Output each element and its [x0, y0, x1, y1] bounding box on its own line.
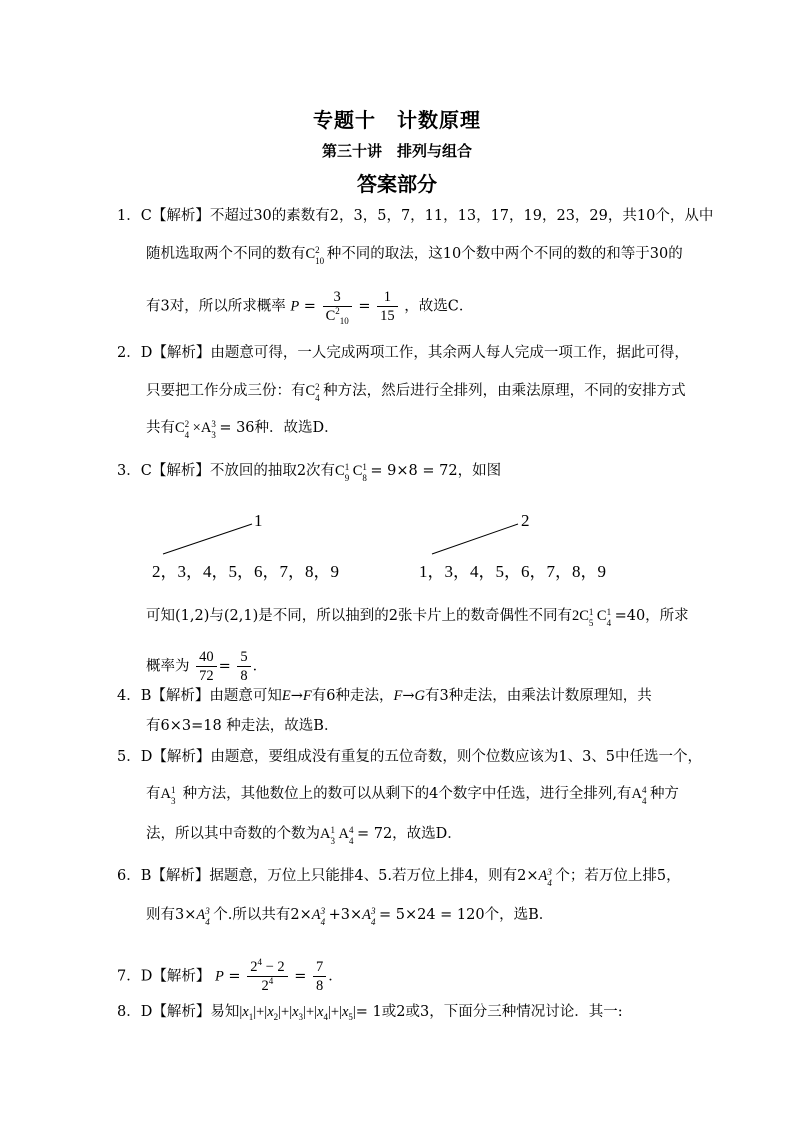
q3-line3: 概率为 $\frac{40}{72}$ = $\frac{5}{8}$ ．: [146, 649, 268, 684]
q5-line1: 5．D【解析】由题意，要组成没有重复的五位奇数，则个位数应该为1、3、5中任选一个，: [117, 749, 703, 765]
q3-fraction-2: $\frac{5}{8}$: [237, 648, 250, 685]
q6-line2-b: 个.所以共有2×: [213, 907, 312, 923]
q2-line3: [146, 418, 339, 438]
q5-line2-b: 种方法，其他数位上的数可以从剩下的4个数字中任选，进行全排列,有: [182, 786, 632, 802]
q5-line3: [146, 824, 462, 844]
q1-line2: [146, 244, 683, 264]
q3-line2-b: =40，所求: [614, 608, 689, 624]
q8-line1-a: 8．D【解析】易知: [117, 1004, 240, 1020]
q2-line3-a: 共有: [146, 420, 175, 436]
q1-fraction-2: $\frac{1}{15}$: [377, 288, 398, 325]
q4-line2: 有6×3=18 种走法，故选B．: [146, 718, 339, 734]
q6-line1-b: 个；若万位上排5，: [555, 868, 681, 884]
q1-p-symbol: P: [290, 298, 300, 315]
q6-line2-c: +3×: [328, 907, 363, 923]
q3-line1: [117, 461, 501, 481]
q1-combination: C 2 10: [305, 244, 325, 266]
q2-expression: C 2 4 ×A 3 3: [175, 418, 216, 440]
q2-line2-b: 种方法，然后进行全排列，由乘法原理，不同的安排方式: [323, 383, 686, 399]
q3-expression-2: 2C 1 5 C 1 4: [571, 606, 612, 628]
q8-line1: [117, 1002, 623, 1022]
q5-expression: A 1 3 A 4 4: [320, 824, 354, 846]
q4-path-fg: F: [393, 688, 403, 704]
q2-line2-a: 只要把工作分成三份：有: [146, 383, 306, 399]
q6-line1: [117, 866, 681, 886]
q5-arrangement-1: A 1 3: [160, 784, 176, 806]
q5-line2: [146, 784, 679, 804]
q4-line1: 4．B【解析】由题意可知E→F有6种走法，F→G有3种走法，由乘法计数原理知，共: [117, 688, 652, 704]
q1-line2-a: 随机选取两个不同的数有: [146, 246, 306, 262]
q1-line2-b: 种不同的取法，这10个数中两个不同的数的和等于30的: [326, 246, 683, 262]
q3-tree-right-top: 2: [521, 511, 530, 530]
q5-line2-c: 种方: [649, 786, 679, 802]
q3-tree-left-branch: [163, 524, 252, 554]
topic-title: 专题十 计数原理: [313, 108, 481, 132]
q1-line3: 有3对，所以所求概率 P = $\frac{3}{C^2_{10}}$ = $\frac{1}{15}$ ，故选C．: [146, 289, 474, 326]
q7-fraction-2: $\frac{7}{8}$: [313, 958, 326, 995]
q7-p-symbol: P: [214, 968, 224, 985]
q8-line1-b: = 1或2或3，下面分三种情况讨论．其一:: [355, 1004, 623, 1020]
q4-line1-a: 4．B【解析】由题意可知: [117, 688, 282, 704]
q3-tree-left-top: 1: [254, 511, 263, 530]
q3-line3-a: 概率为: [146, 658, 190, 675]
q5-line3-b: = 72，故选D．: [356, 826, 462, 842]
q3-line2: [146, 606, 689, 626]
q3-tree-left-list: 2，3，4，5，6，7，8，9: [152, 562, 339, 581]
q2-line1: 2．D【解析】由题意可得，一人完成两项工作，其余两人每人完成一项工作，据此可得，: [117, 345, 689, 361]
q4-path-ef: E: [281, 688, 291, 704]
q4-line1-b: 有6种走法，: [311, 688, 394, 704]
q5-arrangement-2: A 4 4: [631, 784, 647, 806]
q2-line3-b: = 36种．故选D．: [219, 420, 339, 436]
q5-line3-a: 法，所以其中奇数的个数为: [146, 826, 320, 842]
q3-fraction-1: $\frac{40}{72}$: [196, 648, 217, 685]
q3-tree-diagram: [0, 500, 794, 590]
q3-line1-a: 3．C【解析】不放回的抽取2次有: [117, 463, 336, 479]
q8-expression: $|x_1|+|x_2|+|x_3|+|x_4|+|x_5|$: [239, 1004, 356, 1022]
q7-fraction-1: $\frac{2^4 - 2}{2^4}$: [247, 958, 287, 995]
q6-line2: 则有3×A 3 4 个.所以共有2×A 3 4 +3×A 3 4 = 5×24 = 120个，选B．: [146, 905, 554, 927]
q2-line2: [146, 381, 686, 401]
q6-line1-a: 6．B【解析】据题意，万位上只能排4、5.若万位上排4，则有2×: [117, 868, 539, 884]
q5-line2-a: 有: [146, 786, 161, 802]
section-title: 答案部分: [357, 172, 437, 196]
q6-line2-d: = 5×24 = 120个，选B．: [378, 907, 554, 923]
q7-line1-b: ．: [328, 968, 343, 985]
q7-line1: 7．D【解析】 P = $\frac{2^4 - 2}{2^4}$ = $\frac{7}{8}$ ．: [117, 957, 343, 994]
q3-tree-right-branch: [432, 524, 518, 554]
lecture-title: 第三十讲 排列与组合: [321, 142, 472, 160]
q2-combination: C 2 4: [305, 381, 320, 403]
q1-line3-a: 有3对，所以所求概率: [146, 298, 286, 315]
q1-line1: 1．C【解析】不超过30的素数有2，3，5，7，11，13，17，19，23，29，共10个，从中: [117, 208, 714, 224]
q3-line1-b: = 9×8 = 72，如图: [370, 463, 502, 479]
q3-line2-a: 可知(1,2)与(2,1)是不同，所以抽到的2张卡片上的数奇偶性不同有: [146, 608, 572, 624]
q4-line1-c: 有3种走法，由乘法计数原理知，共: [425, 688, 652, 704]
q3-line3-b: ．: [252, 658, 268, 675]
q7-line1-a: 7．D【解析】: [117, 968, 211, 985]
q6-arrangement-1: A 3 4: [538, 866, 552, 888]
q1-line3-b: ，故选C．: [404, 298, 474, 315]
q6-line2-a: 则有3×: [146, 907, 197, 923]
q1-fraction-1: $\frac{3}{C^2_{10}}$: [323, 288, 352, 325]
q3-tree-right-list: 1，3，4，5，6，7，8，9: [419, 562, 606, 581]
q3-expression: C 1 9 C 1 8: [335, 461, 367, 483]
